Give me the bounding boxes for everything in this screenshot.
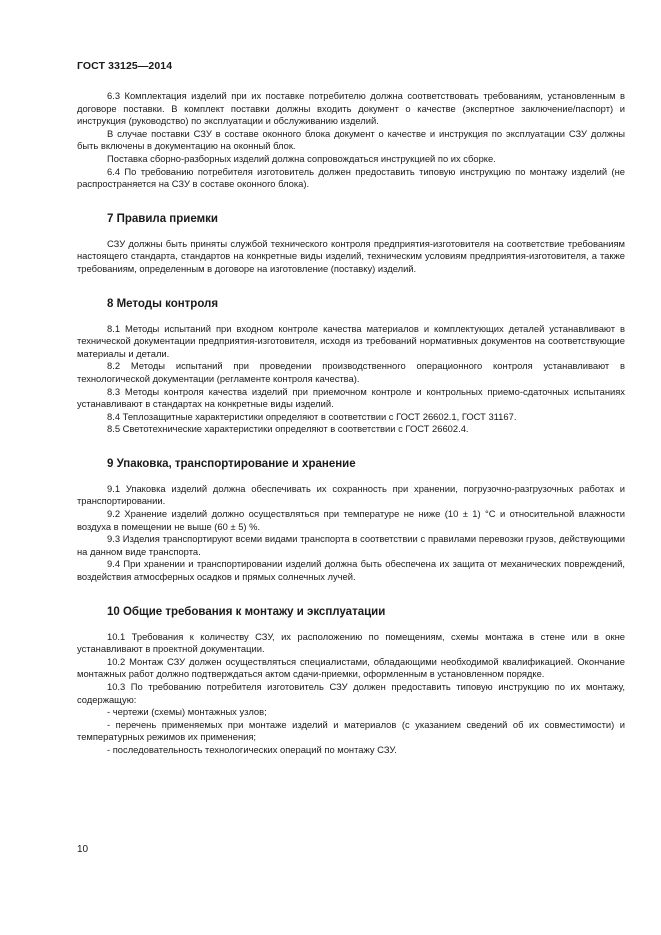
paragraph-6-3-window: В случае поставки СЗУ в составе оконного блока документ о качестве и инструкция по эксплуатации СЗУ должны быть включены в документацию на оконный блок.: [77, 127, 625, 152]
paragraph-7: СЗУ должны быть приняты службой технического контроля предприятия-изготовителя на соответствие требованиям настоящего стандарта, стандартов на конкретные виды изделий, техническим условиям предприятия-изготовителя, а также требованиям, определенным в договоре на изготовление (поставку) изделий.: [77, 237, 625, 274]
document-header: ГОСТ 33125—2014: [77, 60, 173, 72]
paragraph-10-1: 10.1 Требования к количеству СЗУ, их расположению по помещениям, схемы монтажа в стене или в окне устанавливают в проектной документации.: [77, 630, 625, 655]
installation-contents-list: [77, 706, 625, 756]
section-10-heading: 10 Общие требования к монтажу и эксплуатации: [107, 605, 386, 618]
intro-block: [77, 90, 625, 191]
paragraph-6-3-assembly: Поставка сборно-разборных изделий должна сопровождаться инструкцией по их сборке.: [107, 152, 496, 164]
list-item: - последовательность технологических операций по монтажу СЗУ.: [107, 743, 397, 755]
paragraph-8-2: 8.2 Методы испытаний при проведении производственного операционного контроля устанавливают в технологической документации (регламенте контроля качества).: [77, 360, 625, 384]
paragraph-8-5: 8.5 Светотехнические характеристики определяют в соответствии с ГОСТ 26602.4.: [107, 423, 469, 435]
paragraph-6-4: 6.4 По требованию потребителя изготовитель должен предоставить типовую инструкцию по монтажу изделий (не распространяется на СЗУ в составе оконного блока).: [77, 165, 625, 190]
section-9: [77, 457, 625, 584]
section-7-heading: 7 Правила приемки: [107, 212, 218, 225]
paragraph-9-2: 9.2 Хранение изделий должно осуществляться при температуре не ниже (10 ± 1) °С и относительной влажности воздуха в помещении не выше (60 ± 5) %.: [77, 508, 625, 532]
list-item: - чертежи (схемы) монтажных узлов;: [107, 706, 267, 718]
section-10: [77, 605, 625, 757]
paragraph-9-4: 9.4 При хранении и транспортировании изделий должна быть обеспечена их защита от механических повреждений, воздействия атмосферных осадков и прямых солнечных лучей.: [77, 558, 625, 583]
paragraph-8-3: 8.3 Методы контроля качества изделий при приемочном контроле и контрольных приемо-сдаточных испытаниях устанавливают в стандартах на конкретные виды изделий.: [77, 385, 625, 410]
paragraph-9-1: 9.1 Упаковка изделий должна обеспечивать их сохранность при хранении, погрузочно-разгрузочных работах и транспортировании.: [77, 482, 625, 507]
section-7: [77, 212, 625, 276]
document-body: [77, 90, 625, 757]
paragraph-8-4: 8.4 Теплозащитные характеристики определяют в соответствии с ГОСТ 26602.1, ГОСТ 31167.: [107, 410, 517, 422]
page-number: 10: [77, 844, 89, 855]
paragraph-10-2: 10.2 Монтаж СЗУ должен осуществляться специалистами, обладающими необходимой квалификацией. Окончание монтажных работ должно подтверждаться актом сдачи-приемки, оформленным в установленном порядке.: [77, 655, 625, 680]
section-8: [77, 297, 625, 436]
paragraph-10-3: 10.3 По требованию потребителя изготовитель СЗУ должен предоставить типовую инструкцию по их монтажу, содержащую:: [77, 681, 625, 705]
paragraph-8-1: 8.1 Методы испытаний при входном контроле качества материалов и комплектующих деталей устанавливают в технической документации предприятия-изготовителя, исходя из требований нормативных документов на соответствующие материалы и детали.: [77, 322, 625, 359]
section-8-heading: 8 Методы контроля: [107, 297, 219, 310]
paragraph-6-3: 6.3 Комплектация изделий при их поставке потребителю должна соответствовать требованиям, установленным в договоре поставки. В комплект поставки должны входить документ о качестве (экспертное заключение/паспорт) и инструкция (руководство) по эксплуатации и обслуживанию изделий.: [77, 90, 625, 127]
section-9-heading: 9 Упаковка, транспортирование и хранение: [107, 457, 356, 470]
paragraph-9-3: 9.3 Изделия транспортируют всеми видами транспорта в соответствии с правилами перевозки грузов, действующими на данном виде транспорта.: [77, 533, 625, 557]
list-item: - перечень применяемых при монтаже изделий и материалов (с указанием сведений об их совместимости) и температурных режимов их применения;: [77, 718, 625, 743]
